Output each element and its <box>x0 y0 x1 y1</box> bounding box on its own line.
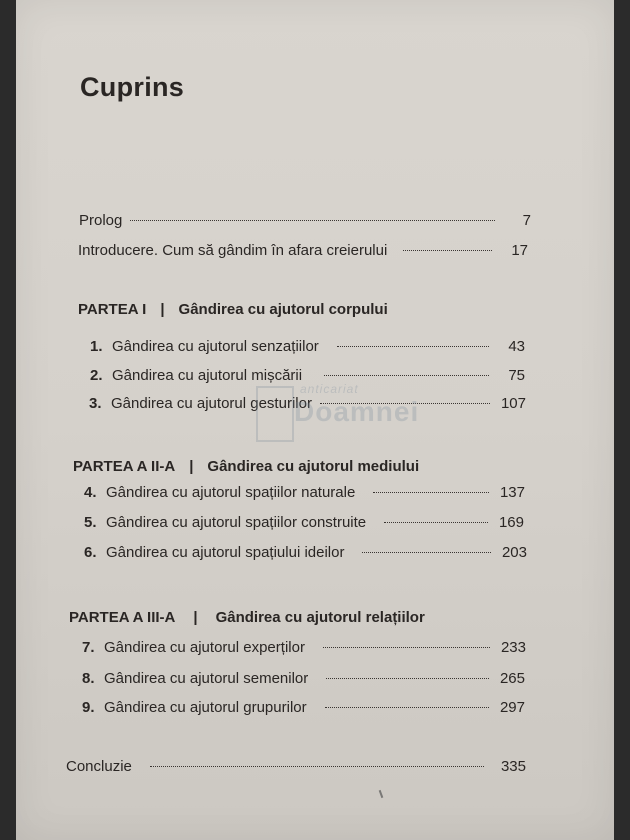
toc-entry-introducere <box>78 242 528 259</box>
dot-leader <box>150 766 484 767</box>
part-separator: | <box>160 301 165 318</box>
watermark-text-large: Doamnei <box>294 396 420 427</box>
chapter-number: 3. <box>89 395 102 412</box>
dot-leader <box>403 250 492 251</box>
part-name: PARTEA A II-A <box>73 458 176 475</box>
chapter-title: Gândirea cu ajutorul gesturilor <box>111 395 312 412</box>
toc-page-number: 169 <box>498 514 524 531</box>
toc-page-number: 7 <box>522 212 531 229</box>
dot-leader <box>362 552 491 553</box>
toc-chapter-8 <box>82 670 525 687</box>
part-title: Gândirea cu ajutorul corpului <box>178 301 388 318</box>
toc-page-number: 137 <box>499 484 525 501</box>
toc-entry-concluzie <box>66 758 526 775</box>
chapter-number: 1. <box>90 338 103 355</box>
toc-entry-label: Prolog <box>79 212 123 229</box>
dot-leader <box>326 678 489 679</box>
chapter-title: Gândirea cu ajutorul semenilor <box>104 670 309 687</box>
toc-entry-prolog <box>79 212 531 229</box>
chapter-number: 9. <box>82 699 95 716</box>
watermark-frame-icon <box>256 386 294 442</box>
chapter-number: 4. <box>84 484 97 501</box>
part-name: PARTEA A III-A <box>69 609 176 626</box>
toc-page-number: 107 <box>500 395 526 412</box>
dot-leader <box>337 346 489 347</box>
part-heading-3 <box>69 609 425 626</box>
toc-page-number: 233 <box>500 639 526 656</box>
toc-entry-label: Concluzie <box>66 758 132 775</box>
toc-page-number: 265 <box>499 670 525 687</box>
toc-chapter-7 <box>82 639 526 656</box>
book-page <box>16 0 614 840</box>
dot-leader <box>325 707 489 708</box>
part-separator: | <box>189 458 194 475</box>
toc-page-number: 75 <box>508 367 525 384</box>
dot-leader <box>324 375 489 376</box>
toc-chapter-4 <box>84 484 525 501</box>
toc-chapter-6 <box>84 544 527 561</box>
chapter-title: Gândirea cu ajutorul grupurilor <box>104 699 307 716</box>
dot-leader <box>323 647 490 648</box>
toc-entry-label: Introducere. Cum să gândim în afara creierului <box>78 242 388 259</box>
part-name: PARTEA I <box>78 301 147 318</box>
part-title: Gândirea cu ajutorul mediului <box>207 458 420 475</box>
toc-page-number: 335 <box>500 758 526 775</box>
chapter-title: Gândirea cu ajutorul spațiului ideilor <box>106 544 345 561</box>
watermark-text-small: anticariat <box>300 382 359 396</box>
toc-chapter-9 <box>82 699 525 716</box>
chapter-number: 2. <box>90 367 103 384</box>
toc-chapter-5 <box>84 514 524 531</box>
toc-page-number: 203 <box>501 544 527 561</box>
part-title: Gândirea cu ajutorul relațiilor <box>215 609 425 626</box>
pencil-mark <box>379 790 384 798</box>
chapter-title: Gândirea cu ajutorul experților <box>104 639 305 656</box>
part-heading-2 <box>73 458 419 475</box>
toc-page-number: 43 <box>508 338 525 355</box>
dot-leader <box>130 220 495 221</box>
watermark-logo <box>238 378 428 458</box>
chapter-number: 5. <box>84 514 97 531</box>
chapter-number: 6. <box>84 544 97 561</box>
chapter-title: Gândirea cu ajutorul senzațiilor <box>112 338 319 355</box>
toc-page-number: 297 <box>499 699 525 716</box>
part-heading-1 <box>78 301 388 318</box>
chapter-number: 7. <box>82 639 95 656</box>
chapter-title: Gândirea cu ajutorul spațiilor naturale <box>106 484 356 501</box>
toc-chapter-1 <box>90 338 525 355</box>
dot-leader <box>373 492 489 493</box>
dot-leader <box>384 522 488 523</box>
toc-page-number: 17 <box>511 242 528 259</box>
chapter-title: Gândirea cu ajutorul mișcării <box>112 367 303 384</box>
chapter-number: 8. <box>82 670 95 687</box>
page-title: Cuprins <box>80 72 185 102</box>
part-separator: | <box>193 609 198 626</box>
chapter-title: Gândirea cu ajutorul spațiilor construite <box>106 514 367 531</box>
